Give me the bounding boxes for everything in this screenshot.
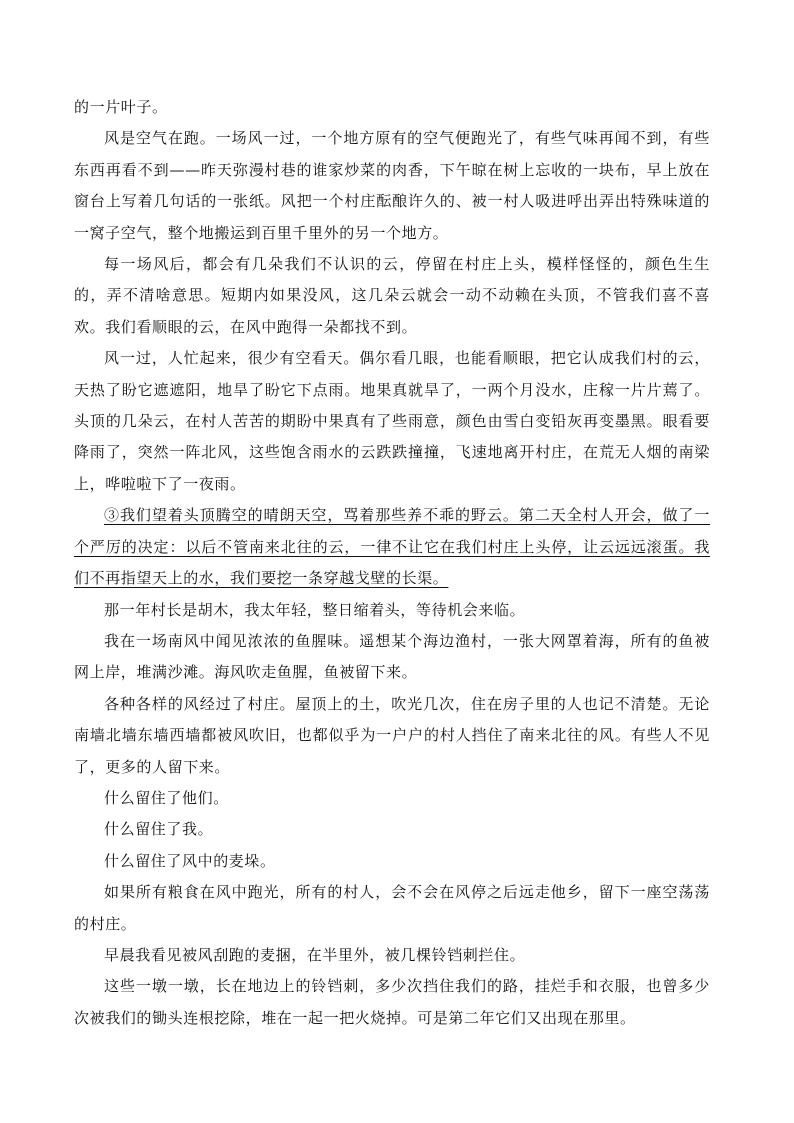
paragraph-4: 风一过，人忙起来，很少有空看天。偶尔看几眼，也能看顺眼，把它认成我们村的云，天热了盼它遮遮阳，地旱了盼它下点雨。地果真就旱了，一两个月没水，庄稼一片片蔫了。头顶的几朵云，在村人苦苦的期盼中果真有了些雨意，颜色由雪白变铅灰再变墨黑。眼看要降雨了，突然一阵北风，这些饱含雨水的云跌跌撞撞，飞速地离开村庄，在荒无人烟的南梁上，哗啦啦下了一夜雨。: [74, 349, 710, 493]
paragraph-11: 什么留住了风中的麦垛。: [104, 851, 276, 870]
paragraph-9: 什么留住了他们。: [104, 788, 229, 807]
paragraph-3: 每一场风后，都会有几朵我们不认识的云，停留在村庄上头，模样怪怪的，颜色生生的，弄不清啥意思。短期内如果没风，这几朵云就会一动不动赖在头顶，不管我们喜不喜欢。我们看顺眼的云，在风中跑得一朵都找不到。: [74, 255, 710, 336]
paragraph-8: 各种各样的风经过了村庄。屋顶上的土，吹光几次，住在房子里的人也记不清楚。无论南墙北墙东墙西墙都被风吹旧，也都似乎为一户户的村人挡住了南来北往的风。有些人不见了，更多的人留下来。: [74, 694, 710, 776]
paragraph-7: 我在一场南风中闻见浓浓的鱼腥味。遥想某个海边渔村，一张大网罩着海，所有的鱼被网上岸，堆满沙滩。海风吹走鱼腥，鱼被留下来。: [74, 631, 710, 682]
paragraph-2: 风是空气在跑。一场风一过，一个地方原有的空气便跑光了，有些气味再闻不到，有些东西再看不到——昨天弥漫村巷的谁家炒菜的肉香，下午晾在树上忘收的一块布，早上放在窗台上写着几句话的一张纸。风把一个村庄酝酿许久的、被一村人吸进呼出弄出特殊味道的一窝子空气，整个地搬运到百里千里外的另一个地方。: [74, 129, 710, 242]
paragraph-13: 早晨我看见被风刮跑的麦捆，在半里外，被几棵铃铛刺拦住。: [104, 945, 526, 964]
paragraph-14: 这些一墩一墩，长在地边上的铃铛刺，多少次挡住我们的路，挂烂手和衣服，也曾多少次被我们的锄头连根挖除，堆在一起一把火烧掉。可是第二年它们又出现在那里。: [74, 977, 710, 1027]
paragraph-10: 什么留住了我。: [104, 820, 214, 839]
paragraph-6: 那一年村长是胡木，我太年轻，整日缩着头，等待机会来临。: [104, 600, 526, 619]
paragraph-12: 如果所有粮食在风中跑光，所有的村人，会不会在风停之后远走他乡，留下一座空荡荡的村庄。: [74, 883, 710, 933]
paragraph-1: 的一片叶子。: [74, 98, 168, 116]
underlined-paragraph-3: ③我们望着头顶腾空的晴朗天空，骂着那些养不乖的野云。第二天全村人开会，做了一个严厉的决定：以后不管南来北往的云，一律不让它在我们村庄上头停，让云远远滚蛋。我们不再指望天上的水，我们要挖一条穿越戈壁的长渠。: [74, 506, 710, 588]
article-body: [74, 92, 710, 1034]
